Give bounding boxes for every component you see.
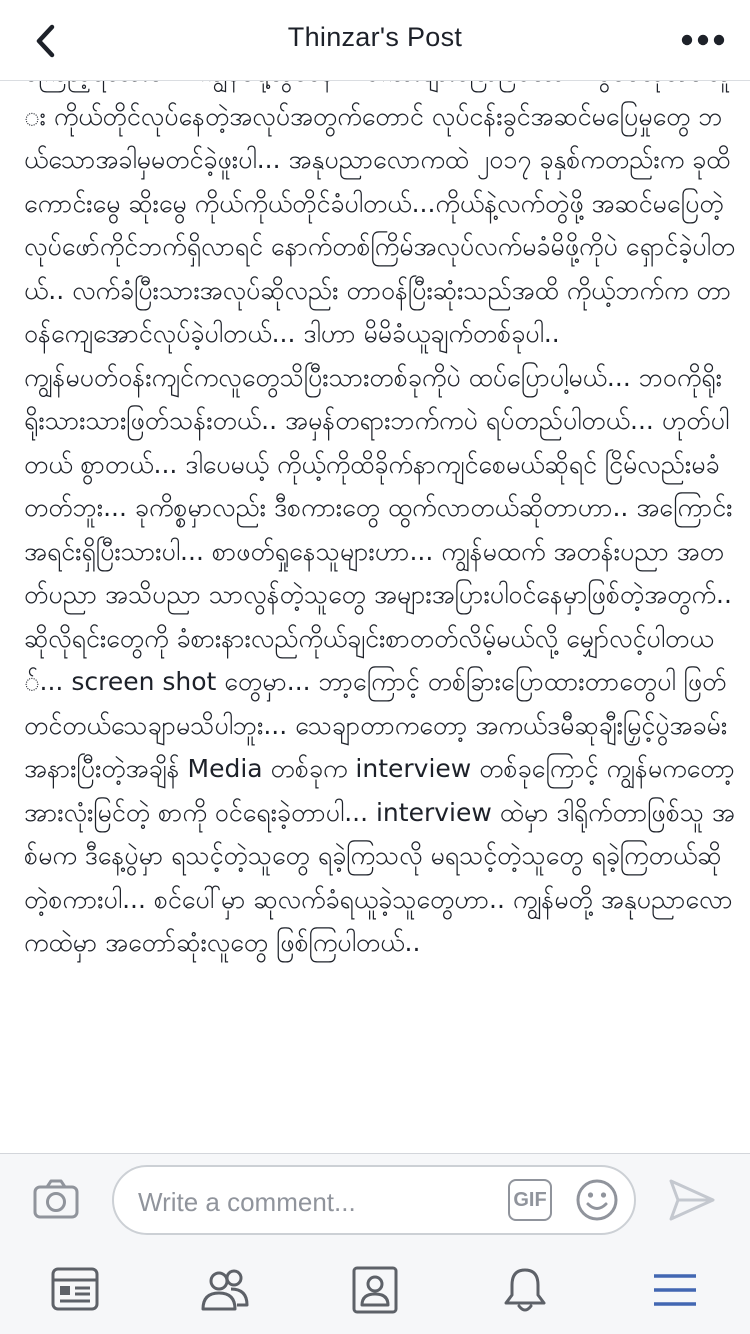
tab-notifications[interactable] <box>500 1265 550 1315</box>
post-paragraph: း ကိုယ်တိုင်လုပ်နေတဲ့အလုပ်အတွက်တောင် လုပ်ငန်းခွင်အဆင်မပြေမှုတွေ ဘယ်သောအခါမှမတင်ခဲ့ဖူးပါ... အနုပညာလောကထဲ ၂၀၁၇ ခုနှစ်ကတည်းက ခုထိ ကောင်းမွေ ဆိုးမွေ ကိုယ်ကိုယ်တိုင်ခံပါတယ်...ကိုယ်နဲ့လက်တွဲဖို့ အဆင်မပြေတဲ့ လုပ်ဖော်ကိုင်ဘက်ရှိလာရင် နောက်တစ်ကြိမ်အလုပ်လက်မခံမိဖို့ကိုပဲ ရှောင်ခဲ့ပါတယ်.. လက်ခံပြီးသားအလုပ်ဆိုလည်း တာဝန်ပြီးဆုံးသည်အထိ ကိုယ့်ဘက်က တာဝန်ကျေအောင်လုပ်ခဲ့ပါတယ်... ဒါဟာ မိမိခံယူချက်တစ်ခုပါ.. <box>24 101 736 348</box>
tab-menu[interactable] <box>650 1265 700 1315</box>
comment-field[interactable] <box>112 1165 636 1235</box>
comment-composer <box>0 1153 750 1248</box>
friends-icon <box>200 1265 250 1315</box>
send-arrow-icon <box>668 1177 716 1223</box>
more-dots-icon <box>680 26 726 54</box>
send-button[interactable] <box>668 1177 716 1223</box>
smiley-icon <box>574 1177 620 1223</box>
tab-profile[interactable] <box>350 1265 400 1315</box>
camera-button[interactable] <box>32 1175 80 1223</box>
news-feed-icon <box>50 1265 100 1315</box>
more-options-button[interactable] <box>680 26 726 54</box>
bell-icon <box>500 1265 550 1315</box>
profile-icon <box>350 1265 400 1315</box>
camera-icon <box>32 1175 80 1223</box>
emoji-button[interactable] <box>574 1177 620 1223</box>
comment-input[interactable] <box>136 1181 500 1223</box>
gif-button[interactable]: GIF <box>508 1179 552 1221</box>
post-paragraph: ကျွန်မပတ်ဝန်းကျင်ကလူတွေသိပြီးသားတစ်ခုကိုပဲ ထပ်ပြောပါ့မယ်... ဘဝကိုရိုးရိုးသားသားဖြတ်သန်းတယ်.. အမှန်တရားဘက်ကပဲ ရပ်တည်ပါတယ်... ဟုတ်ပါတယ် စွာတယ်... ဒါပေမယ့် ကိုယ့်ကိုထိခိုက်နာကျင်စေမယ်ဆိုရင် ငြိမ်လည်းမခံတတ်ဘူး... ခုကိစ္စမှာလည်း ဒီစကားတွေ ထွက်လာတယ်ဆိုတာဟာ.. အကြောင်းအရင်းရှိပြီးသားပါ... စာဖတ်ရှုနေသူများဟာ... ကျွန်မထက် အတန်းပညာ အတတ်ပညာ အသိပညာ သာလွန်တဲ့သူတွေ အများအပြားပါဝင်နေမှာဖြစ်တဲ့အတွက်.. ဆိုလိုရင်းတွေကို ခံစားနားလည်ကိုယ်ချင်းစာတတ်လိမ့်မယ်လို့ မျှော်လင့်ပါတယ်... screen shot တွေမှာ... ဘာ့ကြောင့် တစ်ခြားပြောထားတာတွေပါ ဖြတ်တင်တယ်သေချာမသိပါဘူး... သေချာတာကတော့ အကယ်ဒမီဆုချီးမြှင့်ပွဲအခမ်းအနားပြီးတဲ့အချိန် Media တစ်ခုက interview တစ်ခုကြောင့် ကျွန်မကတော့ အားလုံးမြင်တဲ့ စာကို ဝင်ရေးခဲ့တာပါ... interview ထဲမှာ ဒါရိုက်တာဖြစ်သူ အစ်မက ဒီနေ့ပွဲမှာ ရသင့်တဲ့သူတွေ ရခဲ့ကြသလို မရသင့်တဲ့သူတွေ ရခဲ့ကြတယ်ဆိုတဲ့စကားပါ... စင်ပေါ်မှာ ဆုလက်ခံရယူခဲ့သူတွေဟာ.. ကျွန်မတို့ အနုပညာလောကထဲမှာ အတော်ဆုံးလူတွေ ဖြစ်ကြပါတယ်.. <box>24 362 735 957</box>
top-bar <box>0 0 750 81</box>
menu-icon <box>650 1265 700 1315</box>
tab-news-feed[interactable] <box>50 1265 100 1315</box>
bottom-tab-bar <box>0 1247 750 1334</box>
post-content-area[interactable] <box>0 81 750 1153</box>
post-text <box>24 51 736 965</box>
tab-friends[interactable] <box>200 1265 250 1315</box>
page-title: Thinzar's Post <box>287 22 463 52</box>
